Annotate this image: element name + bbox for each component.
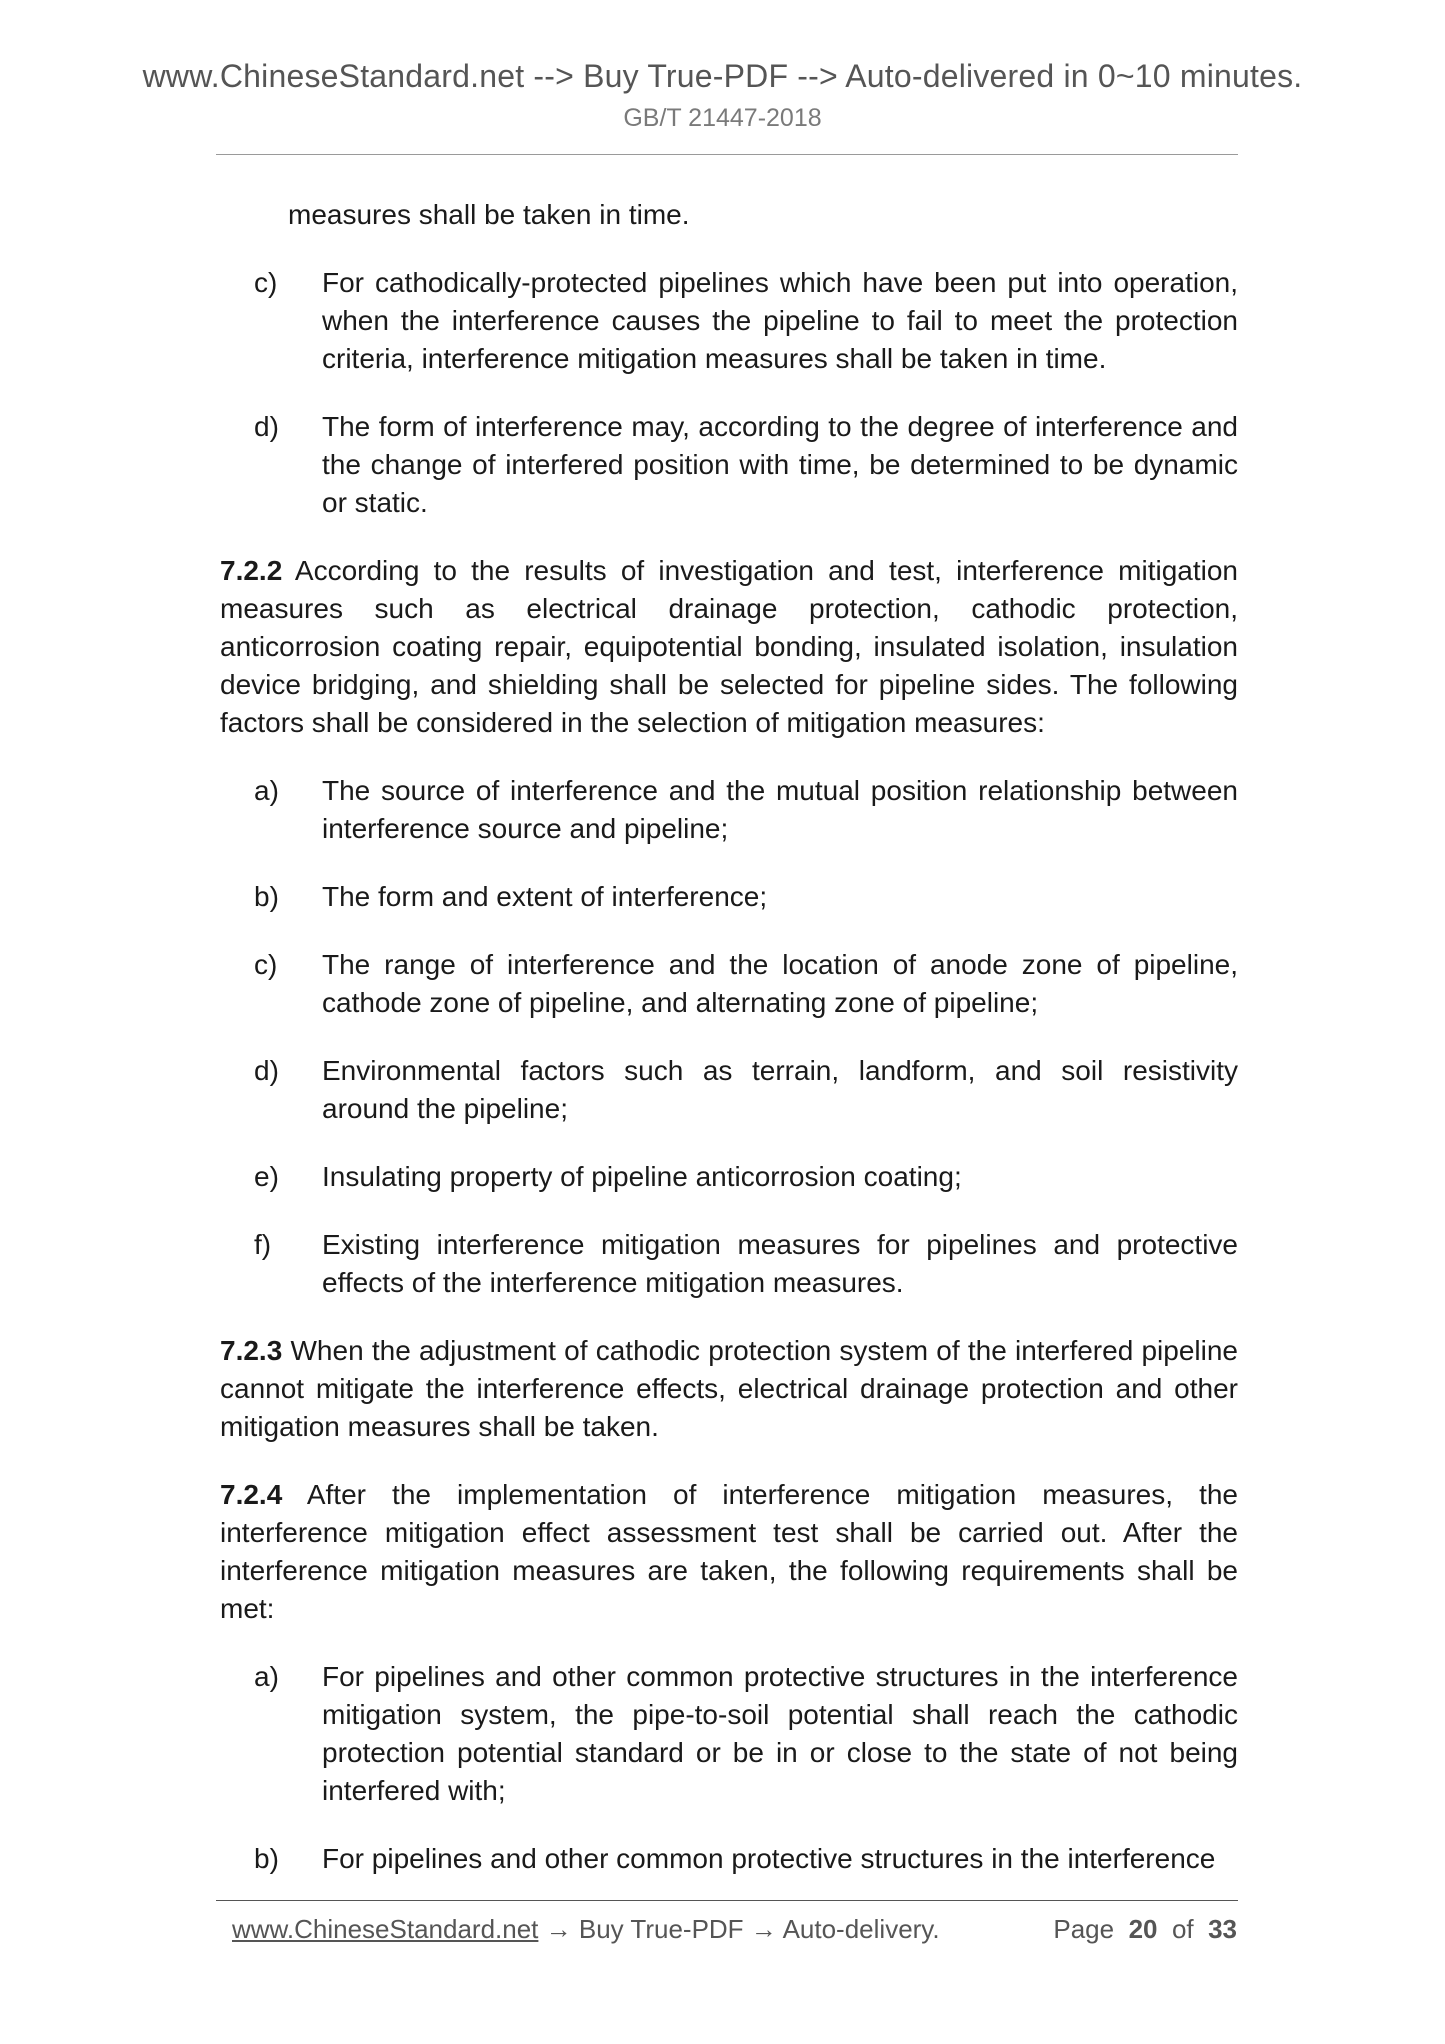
page-content xyxy=(220,196,1238,1908)
of-word: of xyxy=(1171,1914,1194,1944)
header-banner: www.ChineseStandard.net --> Buy True-PDF --> Auto-delivered in 0~10 minutes. xyxy=(142,58,1303,94)
list-label: f) xyxy=(254,1229,272,1260)
footer-divider xyxy=(216,1900,1238,1901)
list-item xyxy=(254,1158,1238,1196)
clause-7-2-2 xyxy=(220,552,1238,742)
list-text: For pipelines and other common protective structures in the interference mitigation system, the pipe-to-soil potential shall reach the cathodic protection potential standard or be in or close to the state of not being interfered with; xyxy=(322,1661,1238,1806)
clause-number: 7.2.2 xyxy=(220,555,283,586)
list-item xyxy=(254,408,1238,522)
clause-text: After the implementation of interference mitigation measures, the interference mitigation effect assessment test shall be carried out. After the interference mitigation measures are taken, the following requirements shall be met: xyxy=(220,1479,1239,1624)
list-item xyxy=(254,1840,1238,1878)
page-footer xyxy=(232,1914,1237,1948)
list-text: The range of interference and the location of anode zone of pipeline, cathode zone of pipeline, and alternating zone of pipeline; xyxy=(322,949,1238,1018)
list-label: b) xyxy=(254,881,279,912)
list-label: b) xyxy=(254,1843,279,1874)
list-item xyxy=(254,1052,1238,1128)
list-label: d) xyxy=(254,1055,279,1086)
page-number: 20 xyxy=(1128,1914,1158,1944)
list-label: e) xyxy=(254,1161,279,1192)
list-label: c) xyxy=(254,267,278,298)
header-divider xyxy=(216,154,1238,155)
total-pages: 33 xyxy=(1208,1914,1237,1944)
list-item xyxy=(254,878,1238,916)
list-item xyxy=(254,946,1238,1022)
list-item xyxy=(254,264,1238,378)
list-text: For cathodically-protected pipelines which have been put into operation, when the interference causes the pipeline to fail to meet the protection criteria, interference mitigation measures shall be taken in time. xyxy=(322,267,1238,374)
page-word: Page xyxy=(1053,1914,1115,1944)
list-text: The source of interference and the mutual position relationship between interference source and pipeline; xyxy=(322,775,1238,844)
list-label: d) xyxy=(254,411,279,442)
list-item xyxy=(254,772,1238,848)
list-text: Environmental factors such as terrain, landform, and soil resistivity around the pipeline; xyxy=(322,1055,1238,1124)
page-indicator xyxy=(1053,1914,1237,1945)
list-item xyxy=(254,1226,1238,1302)
clause-number: 7.2.3 xyxy=(220,1335,283,1366)
standard-code: GB/T 21447-2018 xyxy=(623,104,822,132)
clause-text: According to the results of investigation and test, interference mitigation measures such as electrical drainage protection, cathodic protection, anticorrosion coating repair, equipotential bonding, insulated isolation, insulation device bridging, and shielding shall be selected for pipeline sides. The following factors shall be considered in the selection of mitigation measures: xyxy=(220,555,1238,738)
list-text: For pipelines and other common protective structures in the interference xyxy=(322,1843,1216,1874)
footer-site-link[interactable]: www.ChineseStandard.net xyxy=(232,1914,539,1944)
clause-number: 7.2.4 xyxy=(220,1479,283,1510)
list-item xyxy=(254,1658,1238,1810)
list-text: The form and extent of interference; xyxy=(322,881,768,912)
list-label: c) xyxy=(254,949,278,980)
continued-paragraph: measures shall be taken in time. xyxy=(288,199,690,230)
clause-7-2-4 xyxy=(220,1476,1238,1628)
list-label: a) xyxy=(254,1661,279,1692)
clause-7-2-3 xyxy=(220,1332,1238,1446)
clause-text: When the adjustment of cathodic protection system of the interfered pipeline cannot mitigate the interference effects, electrical drainage protection and other mitigation measures shall be taken. xyxy=(220,1335,1238,1442)
footer-left xyxy=(232,1914,940,1945)
list-text: The form of interference may, according to the degree of interference and the change of interfered position with time, be determined to be dynamic or static. xyxy=(322,411,1238,518)
footer-tagline: → Buy True-PDF → Auto-delivery. xyxy=(538,1914,940,1944)
list-text: Insulating property of pipeline anticorrosion coating; xyxy=(322,1161,962,1192)
list-text: Existing interference mitigation measures for pipelines and protective effects of the interference mitigation measures. xyxy=(322,1229,1238,1298)
list-label: a) xyxy=(254,775,279,806)
